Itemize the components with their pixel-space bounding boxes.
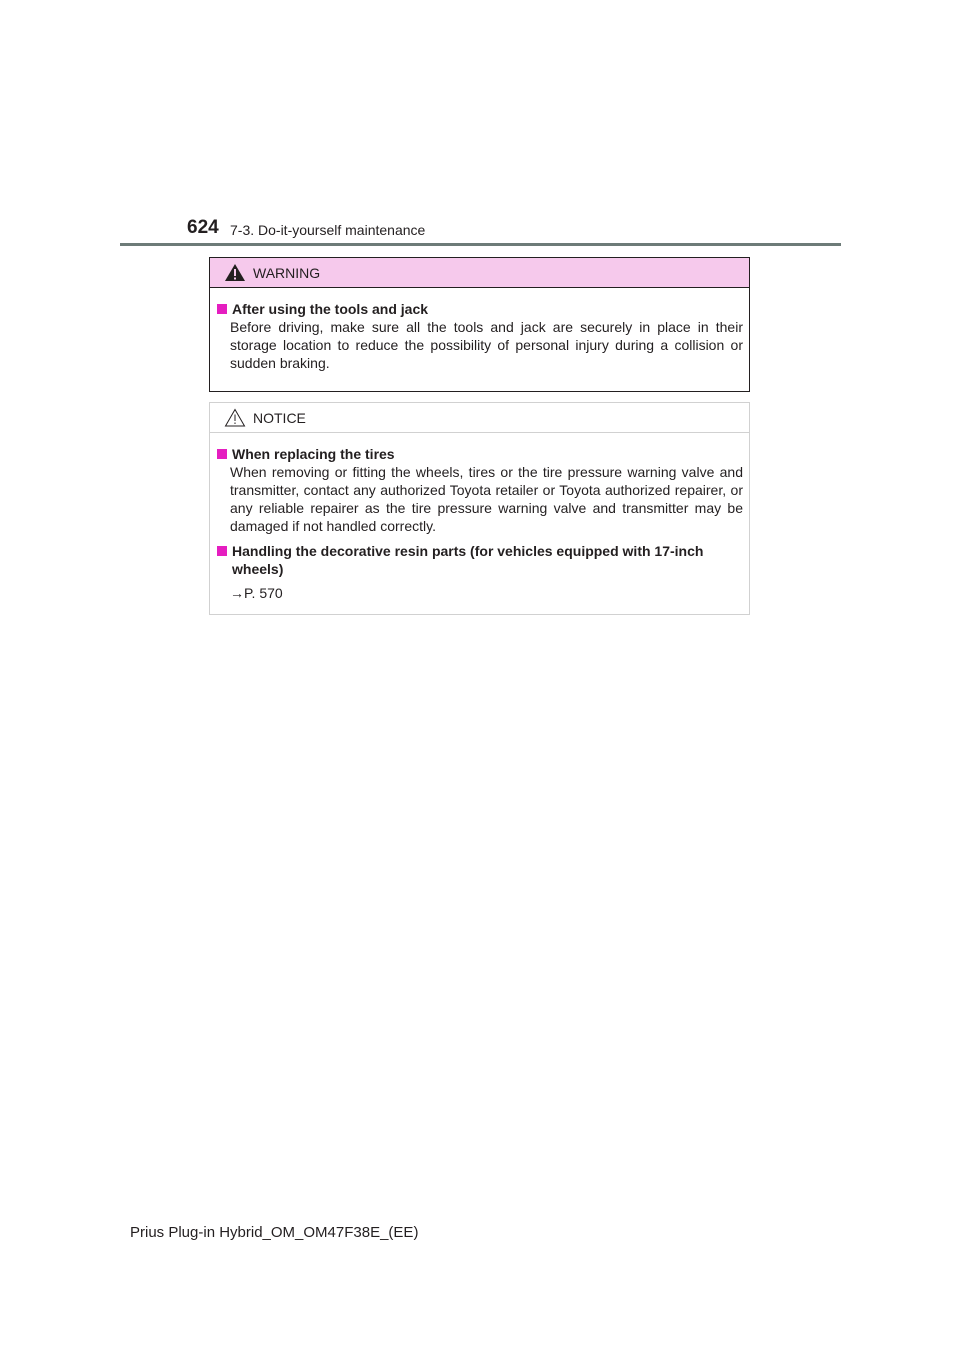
page-number: 624 <box>187 217 219 238</box>
warning-label: WARNING <box>253 265 321 281</box>
bullet-square <box>217 546 227 556</box>
notice-item-title: Handling the decorative resin parts (for vehicles equipped with 17-inch wheels) <box>232 543 704 577</box>
page-reference: →P. 570 <box>230 585 283 601</box>
header-rule <box>120 243 841 246</box>
caution-triangle-icon <box>224 408 246 427</box>
bullet-square <box>217 449 227 459</box>
warning-header <box>210 258 749 288</box>
notice-item-title: When replacing the tires <box>232 446 395 462</box>
notice-box <box>209 402 750 615</box>
notice-body <box>210 433 749 602</box>
notice-item-heading <box>216 542 743 578</box>
notice-header <box>210 403 749 433</box>
warning-item-heading <box>216 300 743 318</box>
notice-item <box>216 445 743 535</box>
warning-triangle-icon <box>224 263 246 282</box>
bullet-square <box>217 304 227 314</box>
warning-item-text: Before driving, make sure all the tools and jack are securely in place in their storage location to reduce the possibility of personal injury during a collision or sudden braking. <box>230 319 743 371</box>
notice-item <box>216 542 743 602</box>
warning-item <box>216 300 743 372</box>
notice-item-heading <box>216 445 743 463</box>
footer-doc-id: Prius Plug-in Hybrid_OM_OM47F38E_(EE) <box>130 1224 419 1241</box>
notice-item-text: When removing or fitting the wheels, tires or the tire pressure warning valve and transmitter, contact any authorized Toyota retailer or Toyota authorized repairer, or any reliable repairer as the tire pressure warning valve and transmitter may be damaged if not handled correctly. <box>230 464 743 534</box>
warning-box <box>209 257 750 392</box>
warning-item-title: After using the tools and jack <box>232 301 429 317</box>
section-title: 7-3. Do-it-yourself maintenance <box>230 222 426 238</box>
warning-body <box>210 288 749 372</box>
notice-label: NOTICE <box>253 410 306 426</box>
